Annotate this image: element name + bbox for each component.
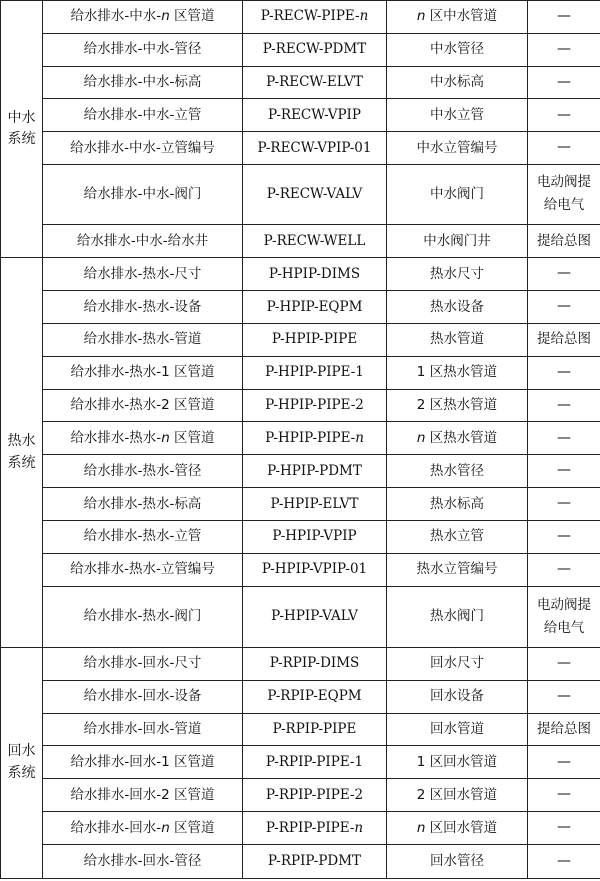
layer-chinese-name: 给水排水-热水-管道 [43, 324, 243, 357]
layer-description: n 区热水管道 [387, 422, 528, 455]
table-row [1, 99, 600, 132]
system-group-label: 中水 系统 [1, 1, 43, 258]
table-row [1, 455, 600, 488]
layer-description: 回水尺寸 [387, 648, 528, 681]
layer-code: P-RECW-PDMT [243, 33, 387, 66]
layer-description: 1 区回水管道 [387, 746, 528, 779]
layer-description: 中水立管编号 [387, 132, 528, 165]
table-row [1, 586, 600, 648]
layer-code: P-HPIP-PIPE-2 [243, 389, 387, 422]
layer-code: P-HPIP-ELVT [243, 488, 387, 521]
table-row [1, 389, 600, 422]
layer-description: 2 区热水管道 [387, 389, 528, 422]
layer-note: — [528, 99, 600, 132]
table-row [1, 648, 600, 681]
table-row [1, 224, 600, 258]
table-row [1, 520, 600, 553]
layer-code: P-RECW-ELVT [243, 66, 387, 99]
layer-note: 电动阀提 给电气 [528, 165, 600, 224]
layer-chinese-name: 给水排水-中水-阀门 [43, 165, 243, 224]
layer-note: 电动阀提 给电气 [528, 586, 600, 648]
layer-description: 热水管道 [387, 324, 528, 357]
table-row [1, 553, 600, 586]
layer-chinese-name: 给水排水-中水-n 区管道 [43, 1, 243, 34]
table-row [1, 324, 600, 357]
table-row [1, 258, 600, 291]
table-row [1, 33, 600, 66]
layer-chinese-name: 给水排水-热水-2 区管道 [43, 389, 243, 422]
layer-code: P-RECW-VPIP [243, 99, 387, 132]
layer-note: — [528, 553, 600, 586]
layer-description: 热水设备 [387, 291, 528, 324]
system-group-label: 回水 系统 [1, 648, 43, 879]
layer-description: 回水管道 [387, 713, 528, 746]
layer-description: 回水设备 [387, 680, 528, 713]
layer-code: P-RPIP-DIMS [243, 648, 387, 681]
layer-description: 中水阀门 [387, 165, 528, 224]
layer-chinese-name: 给水排水-热水-1 区管道 [43, 356, 243, 389]
layer-code: P-RPIP-PIPE-2 [243, 779, 387, 812]
layer-note: — [528, 844, 600, 878]
layer-note: — [528, 488, 600, 521]
layer-note: 提给总图 [528, 224, 600, 258]
layer-description: 2 区回水管道 [387, 779, 528, 812]
layer-note: 提给总图 [528, 713, 600, 746]
layer-code: P-HPIP-PIPE [243, 324, 387, 357]
layer-description: 中水阀门井 [387, 224, 528, 258]
layer-chinese-name: 给水排水-中水-立管编号 [43, 132, 243, 165]
layer-note: — [528, 291, 600, 324]
layer-description: 中水立管 [387, 99, 528, 132]
layer-chinese-name: 给水排水-中水-管径 [43, 33, 243, 66]
layer-description: 热水管径 [387, 455, 528, 488]
table-row [1, 165, 600, 224]
layer-description: 热水尺寸 [387, 258, 528, 291]
layer-note: — [528, 389, 600, 422]
layer-chinese-name: 给水排水-回水-n 区管道 [43, 812, 243, 845]
layer-description: 热水立管 [387, 520, 528, 553]
layer-note: — [528, 258, 600, 291]
layer-chinese-name: 给水排水-热水-n 区管道 [43, 422, 243, 455]
layer-note: — [528, 520, 600, 553]
table-row [1, 488, 600, 521]
table-row [1, 1, 600, 34]
table-row [1, 356, 600, 389]
table-body [1, 1, 600, 879]
layer-chinese-name: 给水排水-回水-管径 [43, 844, 243, 878]
layer-description: 中水标高 [387, 66, 528, 99]
layer-description: 回水管径 [387, 844, 528, 878]
layer-code: P-HPIP-PIPE-1 [243, 356, 387, 389]
layer-code: P-HPIP-VPIP [243, 520, 387, 553]
layer-chinese-name: 给水排水-热水-阀门 [43, 586, 243, 648]
layer-chinese-name: 给水排水-中水-标高 [43, 66, 243, 99]
layer-note: — [528, 1, 600, 34]
layer-description: 热水立管编号 [387, 553, 528, 586]
layer-chinese-name: 给水排水-热水-管径 [43, 455, 243, 488]
table-row [1, 746, 600, 779]
table-row [1, 66, 600, 99]
layer-code: P-RECW-WELL [243, 224, 387, 258]
layer-code: P-HPIP-PDMT [243, 455, 387, 488]
layer-note: — [528, 422, 600, 455]
table-row [1, 291, 600, 324]
layer-code: P-RPIP-PIPE-n [243, 812, 387, 845]
layer-code: P-HPIP-VALV [243, 586, 387, 648]
layer-code: P-HPIP-EQPM [243, 291, 387, 324]
layer-description: n 区回水管道 [387, 812, 528, 845]
layer-code: P-HPIP-PIPE-n [243, 422, 387, 455]
layer-chinese-name: 给水排水-热水-设备 [43, 291, 243, 324]
layer-code: P-RPIP-PIPE [243, 713, 387, 746]
layer-code: P-RECW-VALV [243, 165, 387, 224]
layer-note: — [528, 648, 600, 681]
layer-code: P-RPIP-EQPM [243, 680, 387, 713]
table-row [1, 844, 600, 878]
layer-code: P-RECW-VPIP-01 [243, 132, 387, 165]
layer-note: — [528, 132, 600, 165]
layer-code: P-HPIP-VPIP-01 [243, 553, 387, 586]
layer-chinese-name: 给水排水-热水-立管编号 [43, 553, 243, 586]
layer-note: — [528, 746, 600, 779]
layer-chinese-name: 给水排水-中水-立管 [43, 99, 243, 132]
layer-chinese-name: 给水排水-中水-给水井 [43, 224, 243, 258]
layer-code: P-RECW-PIPE-n [243, 1, 387, 34]
layer-chinese-name: 给水排水-热水-立管 [43, 520, 243, 553]
layer-description: 热水阀门 [387, 586, 528, 648]
layer-code: P-RPIP-PIPE-1 [243, 746, 387, 779]
layer-code: P-HPIP-DIMS [243, 258, 387, 291]
layer-note: 提给总图 [528, 324, 600, 357]
layer-note: — [528, 779, 600, 812]
layer-chinese-name: 给水排水-热水-标高 [43, 488, 243, 521]
layer-note: — [528, 455, 600, 488]
layer-description: 热水标高 [387, 488, 528, 521]
layer-chinese-name: 给水排水-回水-1 区管道 [43, 746, 243, 779]
layer-description: 1 区热水管道 [387, 356, 528, 389]
table-row [1, 779, 600, 812]
layer-code: P-RPIP-PDMT [243, 844, 387, 878]
table-row [1, 713, 600, 746]
layer-note: — [528, 680, 600, 713]
table-row [1, 422, 600, 455]
layer-description: n 区中水管道 [387, 1, 528, 34]
layer-note: — [528, 356, 600, 389]
layer-chinese-name: 给水排水-回水-设备 [43, 680, 243, 713]
table-row [1, 132, 600, 165]
layer-note: — [528, 33, 600, 66]
layer-description: 中水管径 [387, 33, 528, 66]
layer-chinese-name: 给水排水-回水-尺寸 [43, 648, 243, 681]
layer-note: — [528, 66, 600, 99]
layer-chinese-name: 给水排水-回水-管道 [43, 713, 243, 746]
table-row [1, 812, 600, 845]
layer-chinese-name: 给水排水-回水-2 区管道 [43, 779, 243, 812]
system-group-label: 热水 系统 [1, 258, 43, 648]
layer-chinese-name: 给水排水-热水-尺寸 [43, 258, 243, 291]
table-row [1, 680, 600, 713]
layer-note: — [528, 812, 600, 845]
